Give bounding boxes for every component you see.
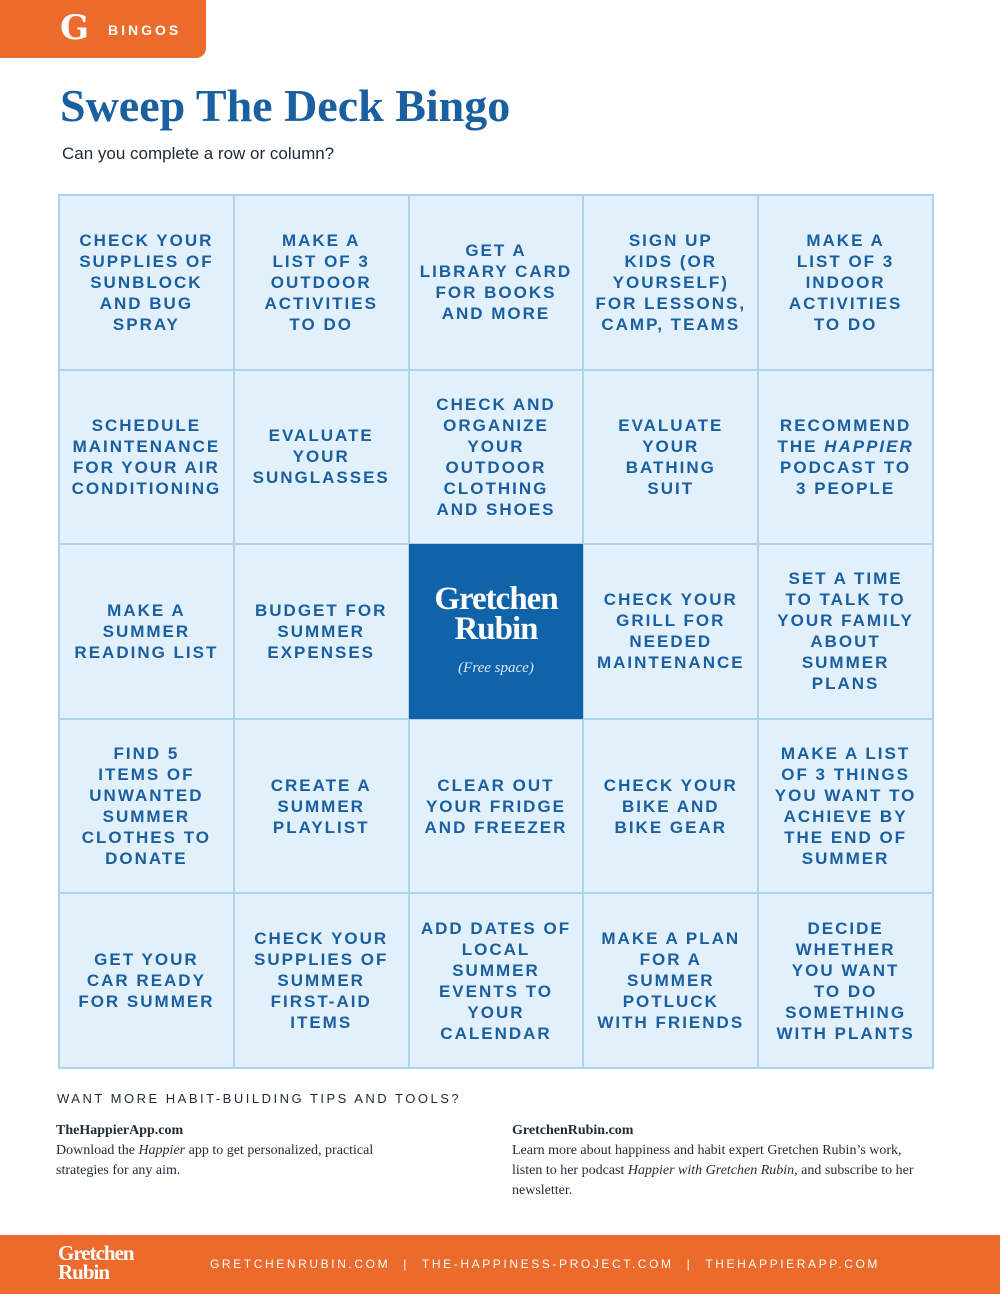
footer-link-happier-app[interactable]: THEHAPPIERAPP.COM bbox=[705, 1257, 881, 1271]
bingo-cell-text: DECIDE WHETHER YOU WANT TO DO SOMETHING WITH PLANTS bbox=[776, 918, 915, 1043]
category-label: BINGOS bbox=[108, 22, 182, 38]
happier-app-link[interactable]: TheHappierApp.com bbox=[56, 1123, 184, 1138]
bingo-cell-r2c2[interactable] bbox=[234, 370, 409, 545]
bingo-cell-text-part: PODCAST TO 3 PEOPLE bbox=[780, 457, 912, 498]
bingo-cell-r5c2[interactable] bbox=[234, 893, 409, 1068]
bingo-cell-r4c4[interactable] bbox=[583, 719, 758, 894]
bingo-board bbox=[58, 194, 934, 1069]
bingo-cell-text: EVALUATE YOUR BATHING SUIT bbox=[618, 415, 724, 498]
happier-app-description bbox=[56, 1143, 373, 1178]
description-italic: Happier with Gretchen Rubin bbox=[627, 1163, 795, 1178]
bingo-cell-r1c5[interactable] bbox=[758, 195, 933, 370]
resource-gretchen-rubin bbox=[512, 1121, 932, 1201]
bingo-cell-text: MAKE A LIST OF 3 OUTDOOR ACTIVITIES TO DO bbox=[264, 230, 378, 334]
bingo-cell-r4c3[interactable] bbox=[409, 719, 584, 894]
description-text: app to get personalized, practical strategies for any aim. bbox=[56, 1143, 374, 1178]
bingo-cell-text-italic: HAPPIER bbox=[824, 436, 914, 456]
bingo-cell-r2c4[interactable] bbox=[583, 370, 758, 545]
footer-separator: | bbox=[686, 1257, 693, 1271]
bingo-cell-text: CLEAR OUT YOUR FRIDGE AND FREEZER bbox=[424, 775, 568, 837]
bingo-cell-text: MAKE A LIST OF 3 THINGS YOU WANT TO ACHIEVE BY THE END OF SUMMER bbox=[774, 744, 917, 869]
description-text: , and subscribe to her newsletter. bbox=[512, 1163, 914, 1198]
bingo-cell-r1c2[interactable] bbox=[234, 195, 409, 370]
bingo-cell-text: SIGN UP KIDS (OR YOURSELF) FOR LESSONS, CAMP, TEAMS bbox=[595, 230, 747, 334]
bingo-cell-r1c1[interactable] bbox=[59, 195, 234, 370]
bingo-cell-r4c1[interactable] bbox=[59, 719, 234, 894]
g-logo-icon: G bbox=[60, 8, 90, 48]
tips-heading: WANT MORE HABIT-BUILDING TIPS AND TOOLS? bbox=[57, 1091, 462, 1106]
bingo-cell-text: ADD DATES OF LOCAL SUMMER EVENTS TO YOUR CALENDAR bbox=[420, 918, 572, 1043]
bingo-cell-text: GET A LIBRARY CARD FOR BOOKS AND MORE bbox=[419, 241, 573, 324]
category-tab bbox=[0, 0, 206, 58]
bingo-cell-r2c1[interactable] bbox=[59, 370, 234, 545]
gretchen-rubin-description bbox=[512, 1143, 914, 1198]
bingo-cell-r2c3[interactable] bbox=[409, 370, 584, 545]
description-text: Learn more about happiness and habit expert Gretchen Rubin’s work, listen to her podcast bbox=[512, 1143, 902, 1178]
bingo-free-space[interactable] bbox=[409, 544, 584, 719]
bingo-cell-text: CHECK YOUR GRILL FOR NEEDED MAINTENANCE bbox=[596, 590, 745, 673]
bingo-cell-text: SET A TIME TO TALK TO YOUR FAMILY ABOUT SUMMER PLANS bbox=[777, 569, 914, 694]
gretchen-rubin-logo: Gretchen Rubin bbox=[434, 580, 558, 647]
description-italic: Happier bbox=[138, 1143, 186, 1158]
page-title: Sweep The Deck Bingo bbox=[60, 80, 511, 131]
bingo-cell-r3c2[interactable] bbox=[234, 544, 409, 719]
bingo-cell-text: CHECK YOUR BIKE AND BIKE GEAR bbox=[603, 775, 738, 837]
bingo-cell-r1c4[interactable] bbox=[583, 195, 758, 370]
footer-link-happiness-project[interactable]: THE-HAPPINESS-PROJECT.COM bbox=[421, 1257, 674, 1271]
bingo-cell-text: MAKE A PLAN FOR A SUMMER POTLUCK WITH FRIENDS bbox=[597, 929, 745, 1033]
footer-bar bbox=[0, 1235, 1000, 1294]
bingo-cell-r4c5[interactable] bbox=[758, 719, 933, 894]
free-space-label: (Free space) bbox=[458, 659, 534, 676]
bingo-cell-r3c5[interactable] bbox=[758, 544, 933, 719]
bingo-cell-text: MAKE A SUMMER READING LIST bbox=[74, 600, 219, 662]
bingo-cell-r5c1[interactable] bbox=[59, 893, 234, 1068]
footer-link-gretchenrubin[interactable]: GRETCHENRUBIN.COM bbox=[210, 1257, 391, 1271]
bingo-cell-text: BUDGET FOR SUMMER EXPENSES bbox=[255, 600, 388, 662]
resource-happier-app bbox=[56, 1121, 396, 1181]
bingo-cell-r2c5[interactable] bbox=[758, 370, 933, 545]
bingo-cell-r4c2[interactable] bbox=[234, 719, 409, 894]
bingo-cell-text: CHECK AND ORGANIZE YOUR OUTDOOR CLOTHING AND SHOES bbox=[436, 394, 556, 519]
bingo-cell-text: CHECK YOUR SUPPLIES OF SUMMER FIRST-AID ITEMS bbox=[253, 929, 389, 1033]
bingo-cell-text: CHECK YOUR SUPPLIES OF SUNBLOCK AND BUG SPRAY bbox=[79, 230, 214, 334]
footer-separator: | bbox=[403, 1257, 409, 1271]
bingo-cell-r1c3[interactable] bbox=[409, 195, 584, 370]
bingo-cell-text: CREATE A SUMMER PLAYLIST bbox=[270, 775, 372, 837]
gretchen-rubin-link[interactable]: GretchenRubin.com bbox=[512, 1123, 634, 1138]
bingo-cell-r3c1[interactable] bbox=[59, 544, 234, 719]
bingo-cell-text: SCHEDULE MAINTENANCE FOR YOUR AIR CONDITIONING bbox=[71, 415, 222, 498]
bingo-cell-r5c4[interactable] bbox=[583, 893, 758, 1068]
bingo-cell-text-part: RECOMMEND THE bbox=[777, 415, 912, 456]
bingo-cell-text: FIND 5 ITEMS OF UNWANTED SUMMER CLOTHES TO DONATE bbox=[81, 744, 212, 869]
bingo-cell-r5c3[interactable] bbox=[409, 893, 584, 1068]
bingo-cell-text: EVALUATE YOUR SUNGLASSES bbox=[252, 426, 390, 488]
page-subtitle: Can you complete a row or column? bbox=[62, 144, 335, 163]
bingo-cell-text bbox=[777, 415, 913, 499]
footer-links bbox=[210, 1255, 880, 1273]
bingo-cell-r5c5[interactable] bbox=[758, 893, 933, 1068]
bingo-cell-text: MAKE A LIST OF 3 INDOOR ACTIVITIES TO DO bbox=[788, 230, 903, 334]
description-text: Download the bbox=[56, 1143, 139, 1158]
bingo-cell-text: GET YOUR CAR READY FOR SUMMER bbox=[78, 950, 215, 1012]
bingo-cell-r3c4[interactable] bbox=[583, 544, 758, 719]
footer-logo: Gretchen Rubin bbox=[58, 1241, 134, 1284]
